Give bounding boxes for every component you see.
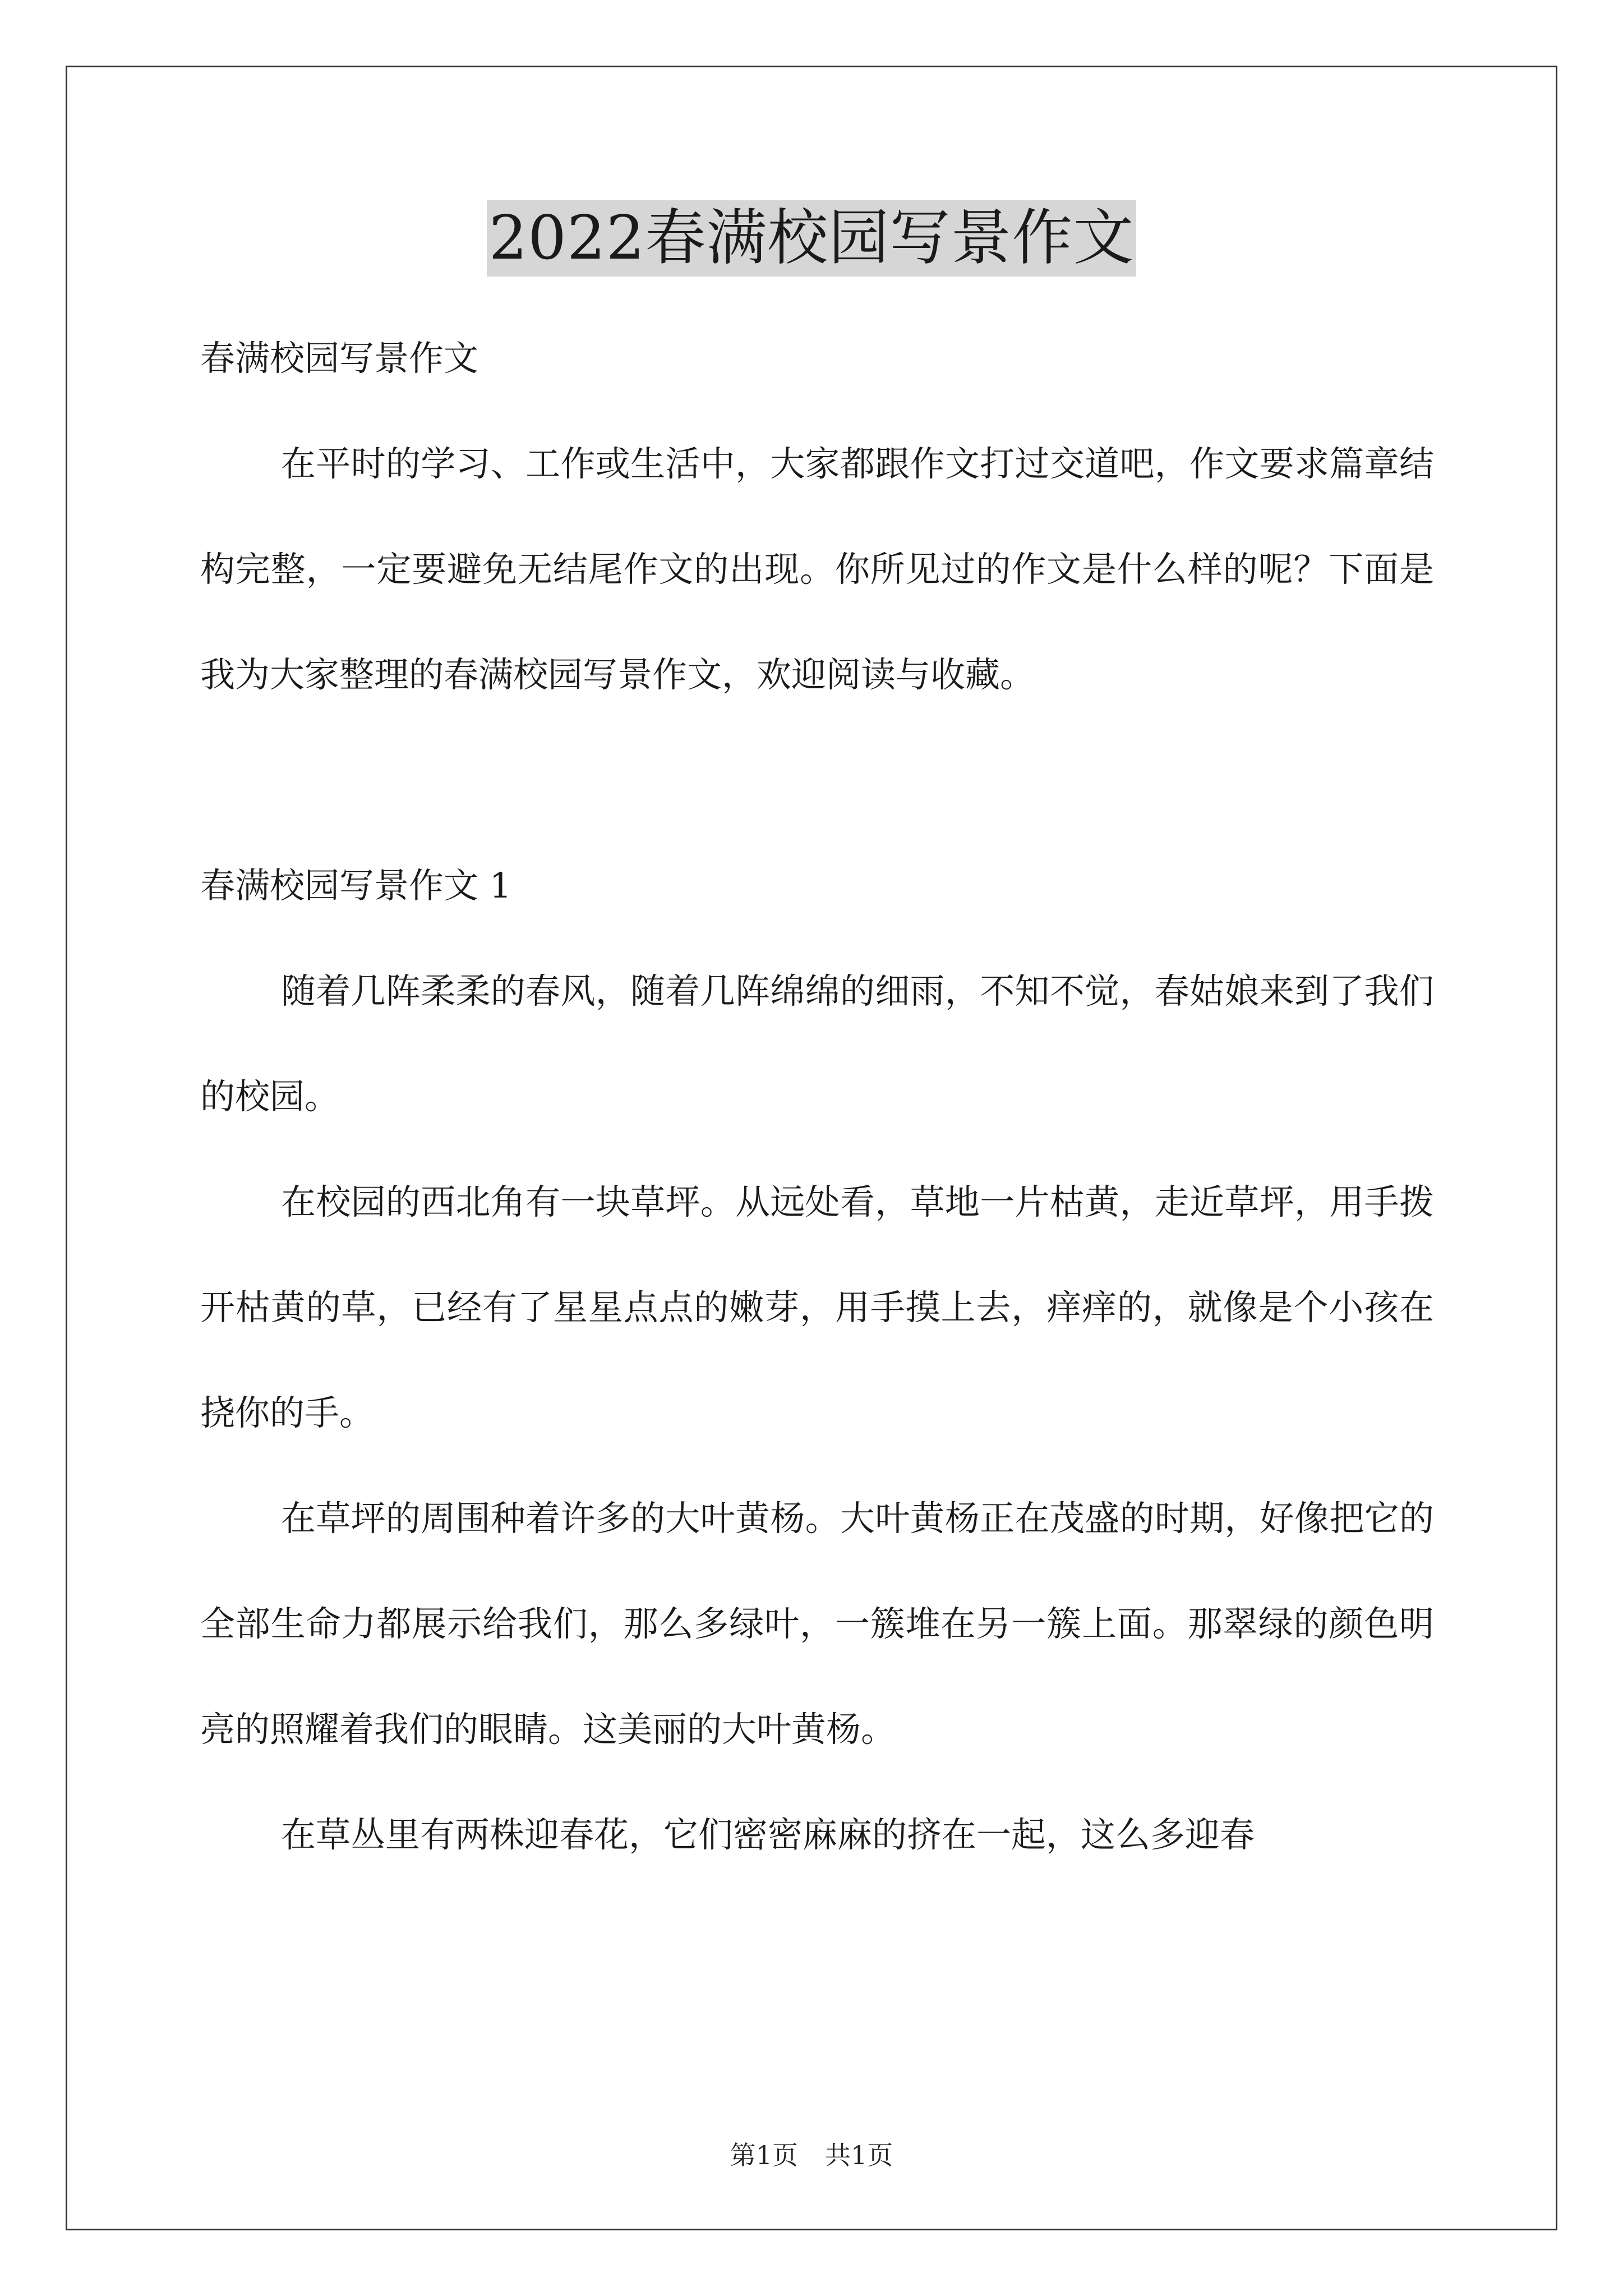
title-container xyxy=(0,200,1623,277)
body-paragraph: 随着几阵柔柔的春风，随着几阵绵绵的细雨，不知不觉，春姑娘来到了我们的校园。 xyxy=(200,970,1434,1117)
body-paragraph: 在草丛里有两株迎春花，它们密密麻麻的挤在一起，这么多迎春 xyxy=(281,1814,1255,1855)
section-heading: 春满校园写景作文 1 xyxy=(200,865,512,906)
section-spacer xyxy=(200,728,1434,833)
page-number-current: 第1页 xyxy=(730,2140,798,2170)
body-paragraph: 在校园的西北角有一块草坪。从远处看，草地一片枯黄，走近草坪，用手拨开枯黄的草，已经有了星星点点的嫩芽，用手摸上去，痒痒的，就像是个小孩在挠你的手。 xyxy=(200,1181,1434,1433)
intro-heading: 春满校园写景作文 xyxy=(200,338,479,379)
page-number-total: 共1页 xyxy=(825,2140,893,2170)
body-paragraph: 在草坪的周围种着许多的大叶黄杨。大叶黄杨正在茂盛的时期，好像把它的全部生命力都展示给我们，那么多绿叶，一簇堆在另一簇上面。那翠绿的颜色明亮的照耀着我们的眼睛。这美丽的大叶黄杨。 xyxy=(200,1498,1434,1750)
document-body xyxy=(200,306,1434,1888)
intro-paragraph: 在平时的学习、工作或生活中，大家都跟作文打过交道吧，作文要求篇章结构完整，一定要避免无结尾作文的出现。你所见过的作文是什么样的呢？下面是我为大家整理的春满校园写景作文，欢迎阅读与收藏。 xyxy=(200,443,1434,695)
document-title: 2022春满校园写景作文 xyxy=(487,200,1137,277)
page-footer xyxy=(0,2139,1623,2171)
